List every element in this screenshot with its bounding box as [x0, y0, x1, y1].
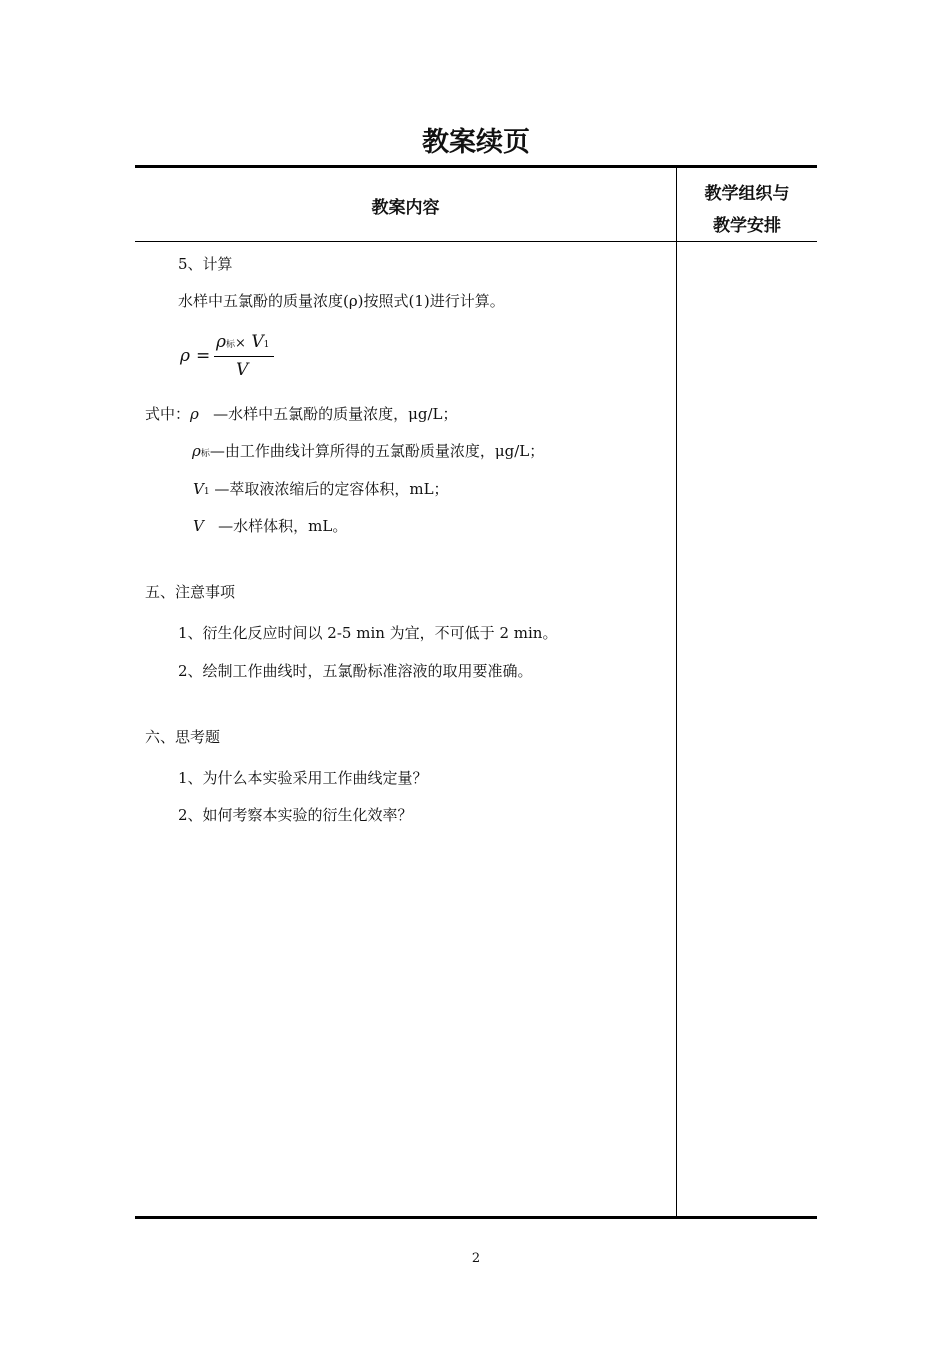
- fraction-bar: [214, 356, 274, 357]
- legend-rho-std: ρ标—由工作曲线计算所得的五氯酚质量浓度，μg/L；: [192, 442, 545, 460]
- section6-item: 2、如何考察本实验的衍生化效率？: [178, 806, 413, 824]
- header-right-line2: 教学安排: [713, 216, 781, 236]
- formula-denominator: V: [236, 360, 249, 380]
- formula-numerator: ρ标× V1: [216, 332, 270, 352]
- column-divider: [676, 168, 677, 1216]
- step5-heading: 5、计算: [178, 255, 233, 273]
- formula-lhs: ρ: [180, 346, 190, 366]
- header-right-line1: 教学组织与: [704, 184, 790, 204]
- legend-v: V —水样体积，mL。: [193, 517, 348, 535]
- section6-heading: 六、思考题: [145, 728, 221, 746]
- legend-v1: V1 —萃取液浓缩后的定容体积，mL；: [193, 480, 449, 498]
- header-teaching-arrangement: [677, 178, 817, 242]
- table-top-rule: [135, 165, 817, 168]
- header-lesson-content: 教案内容: [371, 198, 440, 218]
- table-bottom-rule: [135, 1216, 817, 1219]
- formula-equals: =: [196, 346, 211, 366]
- legend-rho: 式中：ρ —水样中五氯酚的质量浓度，μg/L；: [145, 405, 458, 423]
- page-number: 2: [471, 1251, 481, 1266]
- page-title: 教案续页: [422, 127, 530, 158]
- section6-item: 1、为什么本实验采用工作曲线定量？: [178, 769, 428, 787]
- section5-item: 2、绘制工作曲线时，五氯酚标准溶液的取用要准确。: [178, 662, 533, 680]
- step5-intro: 水样中五氯酚的质量浓度(ρ)按照式(1)进行计算。: [178, 292, 505, 310]
- section5-heading: 五、注意事项: [145, 583, 236, 601]
- section5-item: 1、衍生化反应时间以 2-5 min 为宜，不可低于 2 min。: [178, 624, 558, 642]
